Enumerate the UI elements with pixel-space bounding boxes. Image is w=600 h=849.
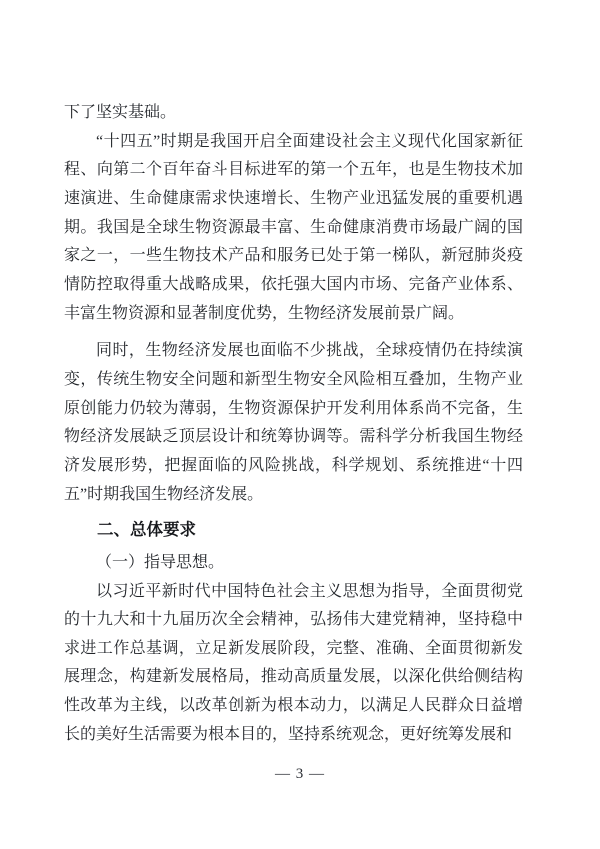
section-heading: 二、总体要求 bbox=[97, 521, 196, 540]
paragraph-continuation: 下了坚实基础。 bbox=[64, 104, 177, 121]
paragraph: “十四五”时期是我国开启全面建设社会主义现代化国家新征程、向第二个百年奋斗目标进军的第一个五年，也是生物技术加速演进、生命健康需求快速增长、生物产业迅猛发展的重要机遇期。我国是全球生物资源最丰富、生命健康消费市场最广阔的国家之一，一些生物技术产品和服务已处于第一梯队，新冠肺炎疫情防控取得重大战略成果，依托强大国内市场、完备产业体系、丰富生物资源和显著制度优势，生物经济发展前景广阔。 bbox=[64, 132, 523, 322]
paragraph: 同时，生物经济发展也面临不少挑战，全球疫情仍在持续演变，传统生物安全问题和新型生物安全风险相互叠加，生物产业原创能力仍较为薄弱，生物资源保护开发利用体系尚不完备，生物经济发展缺乏顶层设计和统筹协调等。需科学分析我国生物经济发展形势，把握面临的风险挑战，科学规划、系统推进“十四五”时期我国生物经济发展。 bbox=[64, 342, 523, 503]
page-number: — 3 — bbox=[275, 766, 325, 782]
subsection-heading: （一）指导思想。 bbox=[96, 553, 225, 571]
document-body bbox=[64, 99, 523, 749]
paragraph: 以习近平新时代中国特色社会主义思想为指导，全面贯彻党的十九大和十九届历次全会精神，弘扬伟大建党精神，坚持稳中求进工作总基调，立足新发展阶段，完整、准确、全面贯彻新发展理念，构建新发展格局，推动高质量发展，以深化供给侧结构性改革为主线，以改革创新为根本动力，以满足人民群众日益增长的美好生活需要为根本目的，坚持系统观念，更好统筹发展和 bbox=[64, 582, 523, 743]
